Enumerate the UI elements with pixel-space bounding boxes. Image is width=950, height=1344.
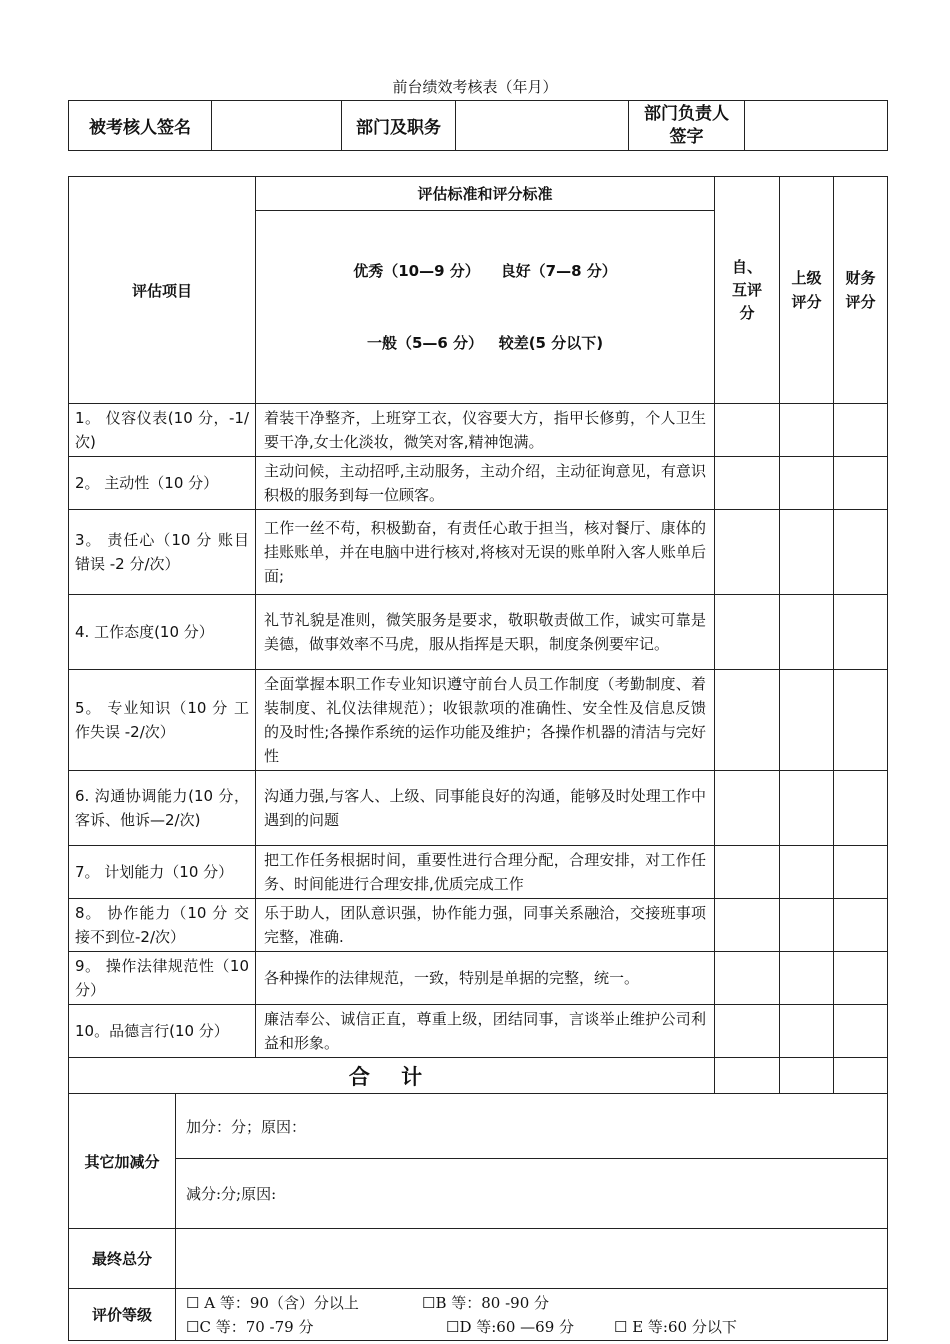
signee-label: 被考核人签名: [69, 101, 212, 151]
self-score-cell[interactable]: [715, 510, 780, 595]
total-label: 合 计: [69, 1058, 715, 1094]
item-cell: 7。 计划能力（10 分）: [69, 846, 256, 899]
item-cell: 2。 主动性（10 分）: [69, 457, 256, 510]
superior-score-cell[interactable]: [780, 846, 834, 899]
col-item-header: 评估项目: [69, 177, 256, 404]
finance-score-cell[interactable]: [834, 510, 888, 595]
self-score-cell[interactable]: [715, 846, 780, 899]
standard-cell: 乐于助人，团队意识强，协作能力强，同事关系融洽，交接班事项完整，准确.: [256, 899, 715, 952]
item-cell: 3。 责任心（10 分 账目错误 -2 分/次）: [69, 510, 256, 595]
standard-cell: 工作一丝不苟，积极勤奋，有责任心敢于担当，核对餐厅、康体的挂账账单，并在电脑中进行核对,将核对无误的账单附入客人账单后面;: [256, 510, 715, 595]
finance-score-cell[interactable]: [834, 899, 888, 952]
level-b-option[interactable]: ☐B 等：80 -90 分: [422, 1293, 550, 1312]
self-score-cell[interactable]: [715, 457, 780, 510]
level-e-option[interactable]: ☐ E 等:60 分以下: [614, 1317, 737, 1336]
evaluation-table: [68, 176, 888, 1341]
col-self-header: [715, 177, 780, 404]
level-a-option[interactable]: ☐ A 等：90（含）分以上: [186, 1293, 359, 1312]
superior-score-cell[interactable]: [780, 771, 834, 846]
table-row: [69, 846, 888, 899]
finance-score-cell[interactable]: [834, 670, 888, 771]
col-finance-line2: 评分: [845, 293, 876, 311]
table-row: [69, 404, 888, 457]
superior-score-cell[interactable]: [780, 404, 834, 457]
standard-cell: 礼节礼貌是准则，微笑服务是要求，敬职敬责做工作，诚实可靠是美德，做事效率不马虎，服从指挥是天职，制度条例要牢记。: [256, 595, 715, 670]
grade-scale-line1: 优秀（10—9 分） 良好（7—8 分）: [353, 262, 617, 280]
col-superior-line2: 评分: [791, 293, 822, 311]
standard-cell: 把工作任务根据时间，重要性进行合理分配，合理安排，对工作任务、时间能进行合理安排,优质完成工作: [256, 846, 715, 899]
col-self-line3: 分: [739, 303, 755, 322]
table-row: [69, 952, 888, 1005]
col-self-line1: 自、: [732, 257, 763, 276]
superior-score-cell[interactable]: [780, 1005, 834, 1058]
table-row: [69, 1005, 888, 1058]
self-score-cell[interactable]: [715, 899, 780, 952]
standard-cell: 全面掌握本职工作专业知识遵守前台人员工作制度（考勤制度、着装制度、礼仪法律规范）；收银款项的准确性、安全性及信息反馈的及时性;各操作系统的运作功能及维护；各操作机器的清洁与完好性: [256, 670, 715, 771]
item-cell: 8。 协作能力（10 分 交接不到位-2/次）: [69, 899, 256, 952]
item-cell: 4. 工作态度(10 分）: [69, 595, 256, 670]
deduct-points-field[interactable]: 减分:分;原因:: [176, 1159, 888, 1229]
superior-score-cell[interactable]: [780, 952, 834, 1005]
item-cell: 10。品德言行(10 分）: [69, 1005, 256, 1058]
self-score-cell[interactable]: [715, 952, 780, 1005]
table-row: [69, 510, 888, 595]
level-options: [176, 1289, 888, 1341]
signee-field[interactable]: [212, 101, 342, 151]
final-score-label: 最终总分: [69, 1229, 176, 1289]
standard-cell: 各种操作的法律规范，一致，特别是单据的完整，统一。: [256, 952, 715, 1005]
self-score-cell[interactable]: [715, 771, 780, 846]
self-score-cell[interactable]: [715, 595, 780, 670]
superior-score-cell[interactable]: [780, 510, 834, 595]
superior-score-cell[interactable]: [780, 899, 834, 952]
self-score-cell[interactable]: [715, 1005, 780, 1058]
item-cell: 1。 仪容仪表(10 分，-1/次): [69, 404, 256, 457]
table-row: [69, 670, 888, 771]
level-d-option[interactable]: ☐D 等:60 —69 分: [446, 1317, 575, 1336]
item-cell: 5。 专业知识（10 分 工作失误 -2/次）: [69, 670, 256, 771]
standard-cell: 着装干净整齐，上班穿工衣，仪容要大方，指甲长修剪，个人卫生要干净,女士化淡妆，微笑对客,精神饱满。: [256, 404, 715, 457]
finance-score-cell[interactable]: [834, 404, 888, 457]
col-superior-header: [780, 177, 834, 404]
signature-header-table: [68, 100, 888, 151]
level-label: 评价等级: [69, 1289, 176, 1341]
superior-score-cell[interactable]: [780, 457, 834, 510]
col-finance-line1: 财务: [845, 269, 876, 287]
leader-label-line1: 部门负责人: [644, 103, 729, 124]
finance-score-cell[interactable]: [834, 771, 888, 846]
item-cell: 9。 操作法律规范性（10 分）: [69, 952, 256, 1005]
adjust-label: 其它加减分: [69, 1094, 176, 1229]
finance-score-cell[interactable]: [834, 457, 888, 510]
leader-label: [629, 101, 745, 151]
grade-scale-line2: 一般（5—6 分） 较差(5 分以下): [366, 334, 604, 352]
finance-score-cell[interactable]: [834, 595, 888, 670]
standard-cell: 廉洁奉公、诚信正直，尊重上级，团结同事，言谈举止维护公司利益和形象。: [256, 1005, 715, 1058]
add-points-field[interactable]: 加分：分；原因：: [176, 1094, 888, 1159]
standard-cell: 沟通力强,与客人、上级、同事能良好的沟通，能够及时处理工作中遇到的问题: [256, 771, 715, 846]
page-title: 前台绩效考核表（年月）: [392, 78, 558, 96]
total-finance-cell[interactable]: [834, 1058, 888, 1094]
dept-field[interactable]: [456, 101, 629, 151]
leader-label-line2: 签字: [669, 126, 704, 147]
col-superior-line1: 上级: [791, 269, 822, 287]
level-c-option[interactable]: ☐C 等：70 -79 分: [186, 1317, 314, 1336]
superior-score-cell[interactable]: [780, 670, 834, 771]
self-score-cell[interactable]: [715, 404, 780, 457]
item-cell: 6. 沟通协调能力(10 分，客诉、他诉—2/次): [69, 771, 256, 846]
grade-scale: [256, 211, 715, 404]
col-finance-header: [834, 177, 888, 404]
total-superior-cell[interactable]: [780, 1058, 834, 1094]
table-row: [69, 457, 888, 510]
standard-cell: 主动问候，主动招呼,主动服务，主动介绍，主动征询意见，有意识积极的服务到每一位顾客。: [256, 457, 715, 510]
table-row: [69, 771, 888, 846]
superior-score-cell[interactable]: [780, 595, 834, 670]
leader-signature-field[interactable]: [745, 101, 888, 151]
table-row: [69, 899, 888, 952]
final-score-field[interactable]: [176, 1229, 888, 1289]
col-self-line2: 互评: [732, 280, 763, 299]
self-score-cell[interactable]: [715, 670, 780, 771]
finance-score-cell[interactable]: [834, 952, 888, 1005]
finance-score-cell[interactable]: [834, 846, 888, 899]
table-row: [69, 595, 888, 670]
total-self-cell[interactable]: [715, 1058, 780, 1094]
finance-score-cell[interactable]: [834, 1005, 888, 1058]
dept-label: 部门及职务: [342, 101, 456, 151]
col-standard-header: 评估标准和评分标准: [256, 177, 715, 211]
